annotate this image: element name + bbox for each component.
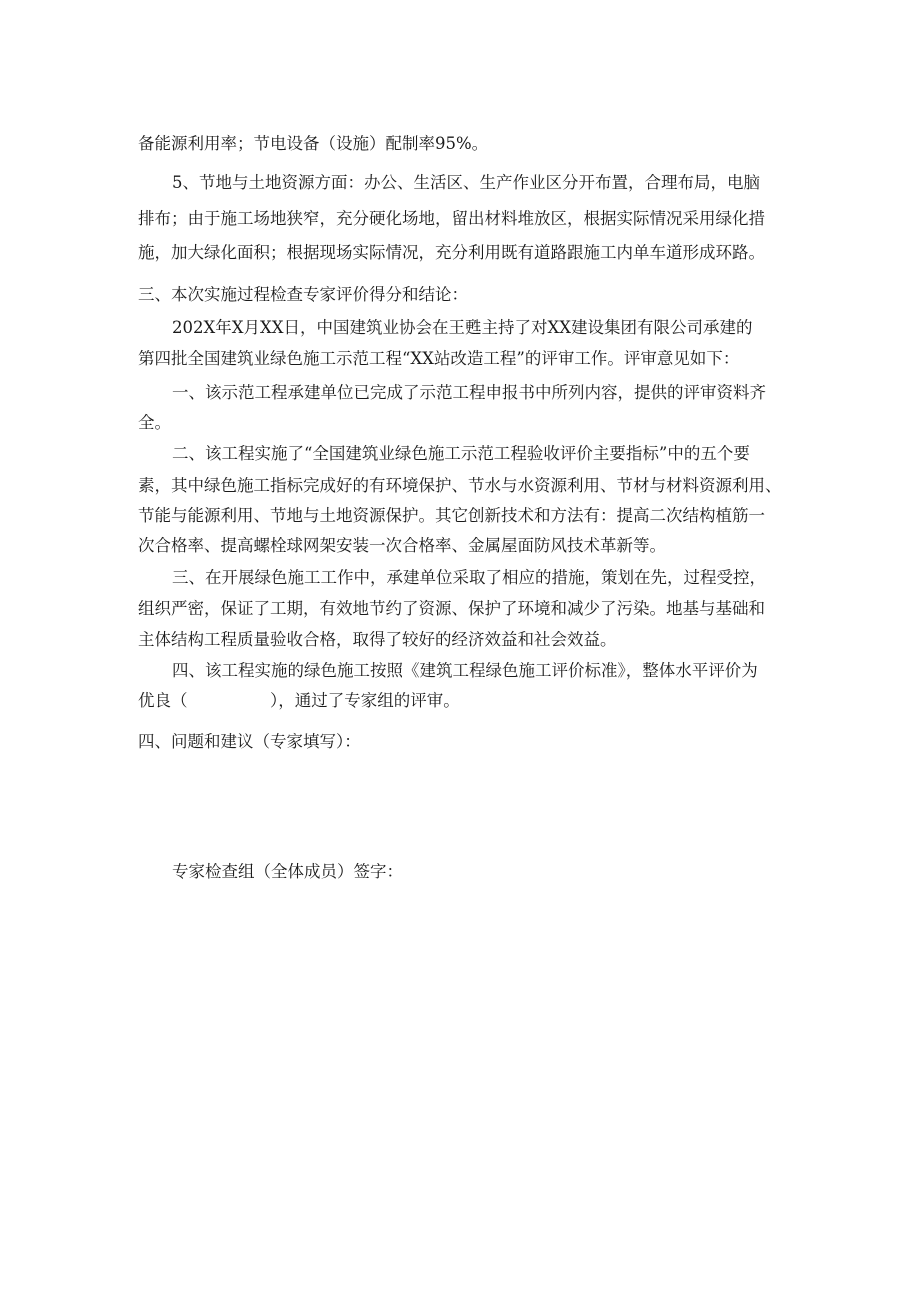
paragraph-line-11: 素，其中绿色施工指标完成好的有环境保护、节水与水资源利用、节材与材料资源利用、 [138, 476, 782, 495]
section-heading-3: 三、本次实施过程检查专家评价得分和结论： [138, 285, 468, 304]
paragraph-line-8: 一、该示范工程承建单位已完成了示范工程申报书中所列内容，提供的评审资料齐 [172, 383, 766, 402]
paragraph-line-12: 节能与能源利用、节地与土地资源保护。其它创新技术和方法有：提高二次结构植筋一 [138, 506, 765, 525]
paragraph-line-17: 四、该工程实施的绿色施工按照《建筑工程绿色施工评价标准》，整体水平评价为 [172, 661, 758, 680]
paragraph-line-4: 施，加大绿化面积；根据现场实际情况，充分利用既有道路跟施工内单车道形成环路。 [138, 243, 765, 262]
signature-label: 专家检查组（全体成员）签字： [172, 862, 403, 881]
paragraph-line-1: 备能源利用率；节电设备（设施）配制率95%。 [138, 134, 489, 153]
paragraph-line-18: 优良（ ），通过了专家组的评审。 [138, 691, 460, 710]
paragraph-line-14: 三、在开展绿色施工工作中，承建单位采取了相应的措施，策划在先，过程受控， [172, 568, 766, 587]
paragraph-line-3: 排布；由于施工场地狭窄，充分硬化场地，留出材料堆放区，根据实际情况采用绿化措 [138, 209, 765, 228]
paragraph-line-13: 次合格率、提高螺栓球网架安装一次合格率、金属屋面防风技术革新等。 [138, 536, 666, 555]
paragraph-line-6: 202X年X月XX日，中国建筑业协会在王甦主持了对XX建设集团有限公司承建的 [172, 318, 753, 337]
paragraph-line-9: 全。 [138, 413, 171, 432]
paragraph-line-15: 组织严密，保证了工期，有效地节约了资源、保护了环境和减少了污染。地基与基础和 [138, 599, 765, 618]
paragraph-line-10: 二、该工程实施了“全国建筑业绿色施工示范工程验收评价主要指标”中的五个要 [172, 444, 750, 463]
paragraph-line-7: 第四批全国建筑业绿色施工示范工程“XX站改造工程”的评审工作。评审意见如下： [138, 349, 740, 368]
section-heading-4: 四、问题和建议（专家填写）： [138, 732, 361, 751]
paragraph-line-2: 5、节地与土地资源方面：办公、生活区、生产作业区分开布置，合理布局，电脑 [172, 173, 760, 192]
paragraph-line-16: 主体结构工程质量验收合格，取得了较好的经济效益和社会效益。 [138, 630, 617, 649]
